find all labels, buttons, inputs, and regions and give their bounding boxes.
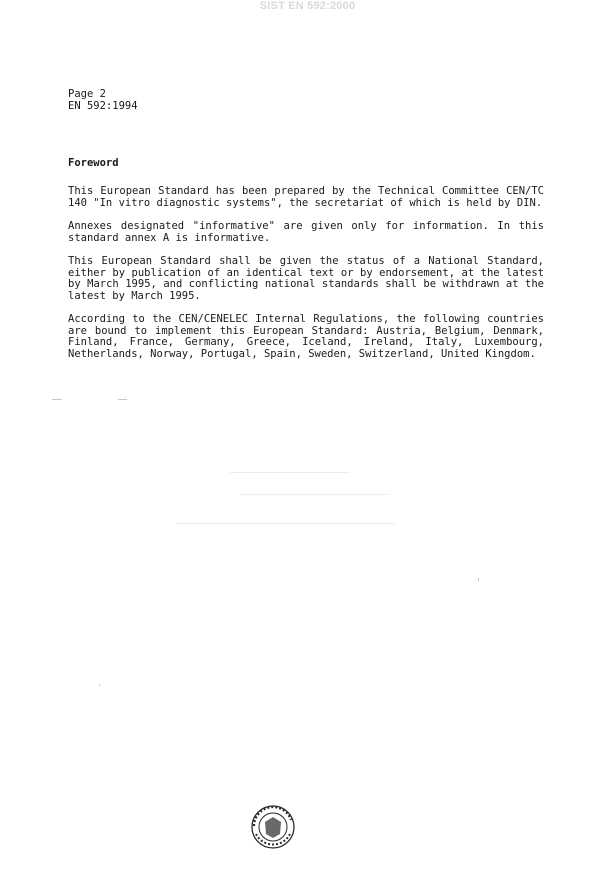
foreword-paragraph: Annexes designated "informative" are given only for information. In this standard annex A is informative. [68, 220, 544, 244]
foreword-paragraph: According to the CEN/CENELEC Internal Regulations, the following countries are bound to implement this European Standard: Austria, Belgium, Denmark, Finland, France, Germany, Greece, Iceland, Ireland, Italy, Luxembourg, Netherlands, Norway, Portugal, Spain, Sweden, Switzerland, United Kingdom. [68, 313, 544, 360]
document-watermark: SIST EN 592:2000 [259, 0, 356, 12]
scan-mark [176, 523, 396, 524]
scan-mark [99, 684, 100, 686]
foreword-paragraph: This European Standard shall be given the status of a National Standard, either by publication of an identical text or by endorsement, at the latest by March 1995, and conflicting national standards shall be withdrawn at the latest by March 1995. [68, 255, 544, 302]
page-number: Page 2 [68, 88, 106, 100]
scan-mark [230, 472, 350, 473]
foreword-paragraph: This European Standard has been prepared by the Technical Committee CEN/TC 140 "In vitro diagnostic systems", the secretariat of which is held by DIN. [68, 185, 544, 209]
official-seal-stamp [239, 804, 307, 850]
scan-mark [52, 399, 62, 400]
page-header [68, 89, 138, 112]
foreword-section [68, 157, 544, 372]
foreword-title: Foreword [68, 157, 119, 169]
scan-mark [478, 578, 479, 581]
scan-mark [118, 399, 127, 400]
standard-number: EN 592:1994 [68, 99, 138, 112]
scan-mark [240, 494, 390, 495]
